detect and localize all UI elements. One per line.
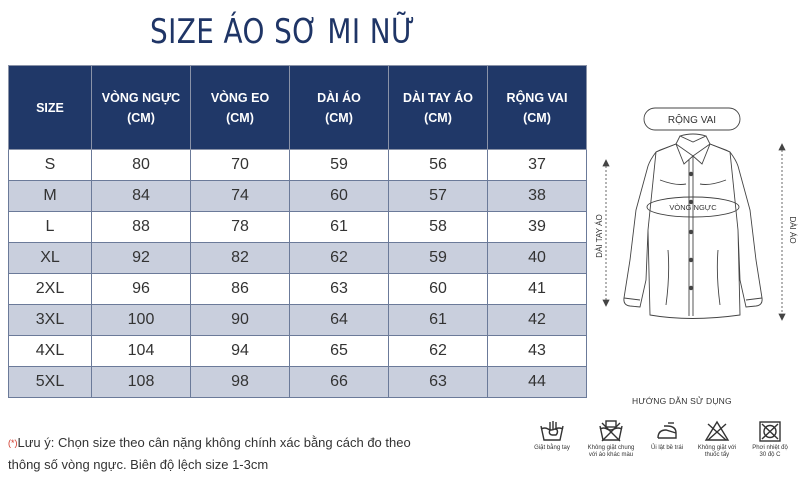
cell-length: 64 (290, 305, 389, 336)
cell-chest: 108 (92, 367, 191, 398)
cell-waist: 78 (191, 212, 290, 243)
shirt-measurement-diagram (590, 100, 800, 330)
cell-shoulder: 40 (488, 243, 587, 274)
cell-sleeve: 58 (389, 212, 488, 243)
cell-size: 4XL (9, 336, 92, 367)
cell-sleeve: 61 (389, 305, 488, 336)
chest-label: VÒNG NGỰC (669, 203, 717, 212)
care-item: Ủi lật bề trái (639, 420, 695, 452)
button-dot (689, 258, 693, 262)
cell-waist: 74 (191, 181, 290, 212)
cell-waist: 86 (191, 274, 290, 305)
cell-length: 62 (290, 243, 389, 274)
table-row (9, 367, 587, 398)
page-title: SIZE ÁO SƠ MI NỮ (150, 12, 416, 52)
no-bleach-icon (704, 420, 730, 442)
cell-size: XL (9, 243, 92, 274)
table-row (9, 336, 587, 367)
care-item: Phơi nhiệt độ 30 độ C (742, 420, 798, 459)
cell-length: 65 (290, 336, 389, 367)
cell-shoulder: 39 (488, 212, 587, 243)
note-line-2: thông số vòng ngực. Biên độ lệch size 1-3cm (8, 457, 269, 472)
cell-sleeve: 63 (389, 367, 488, 398)
cell-chest: 100 (92, 305, 191, 336)
cell-sleeve: 56 (389, 150, 488, 181)
note-mark: (*) (8, 438, 18, 448)
cell-length: 63 (290, 274, 389, 305)
sleeve-label: DÀI TAY ÁO (595, 214, 604, 258)
cell-length: 66 (290, 367, 389, 398)
note-line-1: Lưu ý: Chọn size theo cân nặng không chính xác bằng cách đo theo (17, 435, 411, 450)
cell-sleeve: 59 (389, 243, 488, 274)
iron-reverse-icon (654, 420, 680, 442)
cell-size: S (9, 150, 92, 181)
button-dot (689, 172, 693, 176)
cell-sleeve: 60 (389, 274, 488, 305)
cell-waist: 94 (191, 336, 290, 367)
shoulder-label: RỘNG VAI (667, 115, 717, 126)
header-waist: VÒNG EO (CM) (191, 66, 290, 150)
header-shoulder: RỘNG VAI (CM) (488, 66, 587, 150)
table-row (9, 181, 587, 212)
cell-shoulder: 43 (488, 336, 587, 367)
cell-waist: 82 (191, 243, 290, 274)
cell-length: 59 (290, 150, 389, 181)
cell-chest: 84 (92, 181, 191, 212)
care-item: Không giặt với thuốc tẩy (689, 420, 745, 459)
header-sleeve: DÀI TAY ÁO (CM) (389, 66, 488, 150)
cell-size: 5XL (9, 367, 92, 398)
length-label: DÀI ÁO (788, 216, 797, 244)
cell-chest: 88 (92, 212, 191, 243)
cell-waist: 98 (191, 367, 290, 398)
cell-sleeve: 62 (389, 336, 488, 367)
header-chest: VÒNG NGỰC (CM) (92, 66, 191, 150)
cell-size: L (9, 212, 92, 243)
size-table (8, 65, 587, 398)
no-mixed-wash-icon (598, 420, 624, 442)
button-dot (689, 230, 693, 234)
cell-shoulder: 41 (488, 274, 587, 305)
cell-length: 60 (290, 181, 389, 212)
header-length: DÀI ÁO (CM) (290, 66, 389, 150)
cell-waist: 70 (191, 150, 290, 181)
cell-shoulder: 44 (488, 367, 587, 398)
care-item: Không giặt chung với áo khác màu (583, 420, 639, 459)
cell-shoulder: 42 (488, 305, 587, 336)
table-header-row (9, 66, 587, 150)
cell-chest: 104 (92, 336, 191, 367)
cell-shoulder: 37 (488, 150, 587, 181)
table-row (9, 150, 587, 181)
button-dot (689, 286, 693, 290)
table-row (9, 305, 587, 336)
header-size: SIZE (9, 66, 92, 150)
cell-sleeve: 57 (389, 181, 488, 212)
cell-waist: 90 (191, 305, 290, 336)
hand-wash-icon (539, 420, 565, 442)
care-guide-title: HƯỚNG DẪN SỬ DỤNG (632, 396, 732, 406)
cell-length: 61 (290, 212, 389, 243)
table-row (9, 243, 587, 274)
cell-chest: 92 (92, 243, 191, 274)
cell-size: 3XL (9, 305, 92, 336)
cell-size: 2XL (9, 274, 92, 305)
dry-heat-icon (757, 420, 783, 442)
care-item: Giặt bằng tay (524, 420, 580, 452)
cell-chest: 80 (92, 150, 191, 181)
cell-size: M (9, 181, 92, 212)
table-row (9, 212, 587, 243)
cell-shoulder: 38 (488, 181, 587, 212)
table-row (9, 274, 587, 305)
cell-chest: 96 (92, 274, 191, 305)
size-note (8, 432, 478, 476)
